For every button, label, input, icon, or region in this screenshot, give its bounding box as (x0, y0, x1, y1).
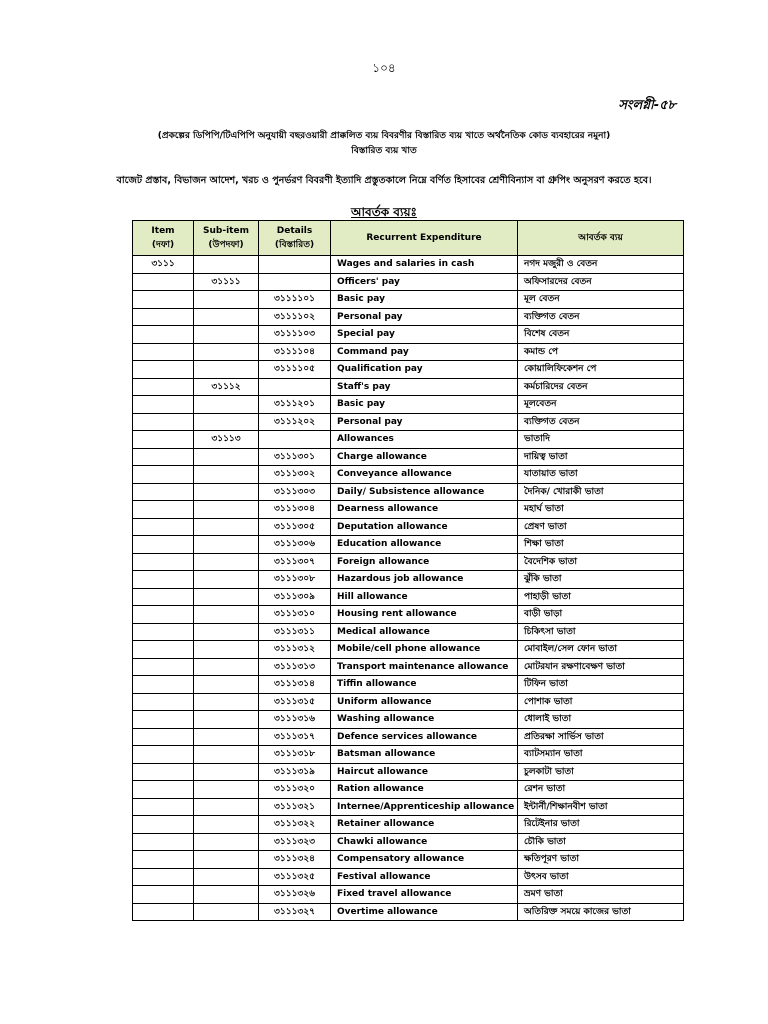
table-row (133, 431, 684, 449)
english-label-cell: Medical allowance (331, 623, 518, 641)
detail-code-cell: ৩১১১৩১০ (259, 606, 331, 624)
english-label-cell: Education allowance (331, 536, 518, 554)
sub-item-code-cell (194, 903, 259, 921)
item-code-cell (133, 448, 194, 466)
bangla-label-cell: অফিসারদের বেতন (518, 273, 684, 291)
english-label-cell: Compensatory allowance (331, 851, 518, 869)
document-subtitle-2: বিস্তারিত ব্যয় খাত (351, 146, 417, 156)
table-row (133, 851, 684, 869)
bangla-label-cell: প্রেষণ ভাতা (518, 518, 684, 536)
item-code-cell (133, 378, 194, 396)
bangla-label-cell: শিক্ষা ভাতা (518, 536, 684, 554)
bangla-label-cell: পোশাক ভাতা (518, 693, 684, 711)
table-row (133, 518, 684, 536)
english-label-cell: Conveyance allowance (331, 466, 518, 484)
bangla-label-cell: ধোলাই ভাতা (518, 711, 684, 729)
bangla-label-cell: অতিরিক্ত সময়ে কাজের ভাতা (518, 903, 684, 921)
bangla-label-cell: চিকিৎসা ভাতা (518, 623, 684, 641)
english-label-cell: Charge allowance (331, 448, 518, 466)
bangla-label-cell: দৈনিক/ খোরাকী ভাতা (518, 483, 684, 501)
item-code-cell (133, 868, 194, 886)
expenditure-table (132, 220, 684, 921)
english-label-cell: Personal pay (331, 413, 518, 431)
table-body (133, 256, 684, 921)
table-row (133, 763, 684, 781)
item-code-cell (133, 623, 194, 641)
header-sub-item-label-bn: (উপদফা) (208, 240, 244, 250)
item-code-cell (133, 361, 194, 379)
english-label-cell: Internee/Apprenticeship allowance (331, 798, 518, 816)
header-sub-item (194, 221, 259, 256)
sub-item-code-cell (194, 343, 259, 361)
bangla-label-cell: উৎসব ভাতা (518, 868, 684, 886)
english-label-cell: Personal pay (331, 308, 518, 326)
table-row (133, 448, 684, 466)
detail-code-cell: ৩১১১৩১৫ (259, 693, 331, 711)
item-code-cell (133, 886, 194, 904)
table-row (133, 378, 684, 396)
bangla-label-cell: দায়িত্ব ভাতা (518, 448, 684, 466)
sub-item-code-cell (194, 501, 259, 519)
detail-code-cell: ৩১১১১০২ (259, 308, 331, 326)
table-row (133, 588, 684, 606)
sub-item-code-cell (194, 641, 259, 659)
sub-item-code-cell (194, 361, 259, 379)
detail-code-cell: ৩১১১৩২০ (259, 781, 331, 799)
table-row (133, 571, 684, 589)
english-label-cell: Allowances (331, 431, 518, 449)
english-label-cell: Retainer allowance (331, 816, 518, 834)
detail-code-cell (259, 256, 331, 274)
table-row (133, 343, 684, 361)
bangla-label-cell: প্রতিরক্ষা সার্ভিস ভাতা (518, 728, 684, 746)
bangla-label-cell: ইন্টার্নী/শিক্ষানবীশ ভাতা (518, 798, 684, 816)
sub-item-code-cell (194, 816, 259, 834)
table-row (133, 658, 684, 676)
detail-code-cell: ৩১১১৩১৭ (259, 728, 331, 746)
bangla-label-cell: টিফিন ভাতা (518, 676, 684, 694)
item-code-cell (133, 518, 194, 536)
item-code-cell (133, 763, 194, 781)
item-code-cell (133, 431, 194, 449)
sub-item-code-cell (194, 291, 259, 309)
item-code-cell (133, 728, 194, 746)
item-code-cell (133, 466, 194, 484)
item-code-cell (133, 746, 194, 764)
bangla-label-cell: ভ্রমণ ভাতা (518, 886, 684, 904)
english-label-cell: Defence services allowance (331, 728, 518, 746)
bangla-label-cell: মহার্ঘ ভাতা (518, 501, 684, 519)
sub-item-code-cell (194, 781, 259, 799)
english-label-cell: Special pay (331, 326, 518, 344)
bangla-label-cell: রিটেইনার ভাতা (518, 816, 684, 834)
sub-item-code-cell (194, 326, 259, 344)
detail-code-cell: ৩১১১৩০২ (259, 466, 331, 484)
bangla-label-cell: বৈদেশিক ভাতা (518, 553, 684, 571)
detail-code-cell: ৩১১১৩১৮ (259, 746, 331, 764)
detail-code-cell: ৩১১১৩০৯ (259, 588, 331, 606)
detail-code-cell: ৩১১১৩১৪ (259, 676, 331, 694)
annex-label: সংলগ্নী-৫৮ (618, 98, 676, 113)
sub-item-code-cell (194, 256, 259, 274)
sub-item-code-cell (194, 413, 259, 431)
english-label-cell: Officers' pay (331, 273, 518, 291)
table-row (133, 396, 684, 414)
item-code-cell (133, 553, 194, 571)
sub-item-code-cell (194, 466, 259, 484)
table-row (133, 728, 684, 746)
page-number: ১০৪ (372, 61, 396, 75)
detail-code-cell: ৩১১১১০১ (259, 291, 331, 309)
table-row (133, 868, 684, 886)
table-row (133, 641, 684, 659)
document-subtitle: (প্রকল্পের ডিপিপি/টিএপিপি অনুযায়ী বছরওয়ারী প্রাক্কলিত ব্যয় বিবরণীর বিস্তারিত ব্যয় খাতে অর্থনৈতিক কোড ব্যবহারের নমুনা) (157, 131, 611, 141)
item-code-cell (133, 536, 194, 554)
table-row (133, 798, 684, 816)
english-label-cell: Foreign allowance (331, 553, 518, 571)
table-row (133, 903, 684, 921)
table-row (133, 553, 684, 571)
english-label-cell: Deputation allowance (331, 518, 518, 536)
bangla-label-cell: কোয়ালিফিকেশন পে (518, 361, 684, 379)
sub-item-code-cell (194, 483, 259, 501)
header-bangla: আবর্তক ব্যয় (518, 221, 684, 256)
bangla-label-cell: রেশন ভাতা (518, 781, 684, 799)
table-row (133, 256, 684, 274)
sub-item-code-cell (194, 676, 259, 694)
table-row (133, 833, 684, 851)
table-row (133, 816, 684, 834)
detail-code-cell: ৩১১১৩২৭ (259, 903, 331, 921)
detail-code-cell: ৩১১১৩১৩ (259, 658, 331, 676)
item-code-cell (133, 501, 194, 519)
english-label-cell: Hazardous job allowance (331, 571, 518, 589)
english-label-cell: Tiffin allowance (331, 676, 518, 694)
sub-item-code-cell: ৩১১১২ (194, 378, 259, 396)
english-label-cell: Housing rent allowance (331, 606, 518, 624)
table-row (133, 606, 684, 624)
detail-code-cell: ৩১১১৩১৬ (259, 711, 331, 729)
bangla-label-cell: পাহাড়ী ভাতা (518, 588, 684, 606)
table-header-row (133, 221, 684, 256)
item-code-cell (133, 658, 194, 676)
item-code-cell (133, 483, 194, 501)
bangla-label-cell: কর্মচারিদের বেতন (518, 378, 684, 396)
table-row (133, 693, 684, 711)
table-row (133, 623, 684, 641)
english-label-cell: Basic pay (331, 291, 518, 309)
english-label-cell: Wages and salaries in cash (331, 256, 518, 274)
sub-item-code-cell (194, 711, 259, 729)
table-row (133, 413, 684, 431)
detail-code-cell: ৩১১১৩২৬ (259, 886, 331, 904)
detail-code-cell: ৩১১১৩২৪ (259, 851, 331, 869)
table-row (133, 676, 684, 694)
detail-code-cell: ৩১১১৩০১ (259, 448, 331, 466)
bangla-label-cell: মোবাইল/সেল ফোন ভাতা (518, 641, 684, 659)
sub-item-code-cell (194, 728, 259, 746)
table-row (133, 361, 684, 379)
detail-code-cell (259, 431, 331, 449)
item-code-cell (133, 798, 194, 816)
detail-code-cell: ৩১১১১০৩ (259, 326, 331, 344)
bangla-label-cell: মোটরযান রক্ষণাবেক্ষণ ভাতা (518, 658, 684, 676)
item-code-cell (133, 343, 194, 361)
sub-item-code-cell (194, 886, 259, 904)
detail-code-cell: ৩১১১৩০৫ (259, 518, 331, 536)
sub-item-code-cell (194, 658, 259, 676)
table-row (133, 466, 684, 484)
table-row (133, 746, 684, 764)
detail-code-cell: ৩১১১৩০৪ (259, 501, 331, 519)
english-label-cell: Daily/ Subsistence allowance (331, 483, 518, 501)
english-label-cell: Hill allowance (331, 588, 518, 606)
instruction-text: বাজেট প্রস্তাব, বিভাজন আদেশ, খরচ ও পুনর্ভরণ বিবরণী ইত্যাদি প্রস্তুতকালে নিম্নে বর্ণিত হিসাবের শ্রেণীবিন্যাস বা গ্রুপিং অনুসরণ করতে হবে। (116, 175, 652, 186)
header-item (133, 221, 194, 256)
detail-code-cell: ৩১১১৩২২ (259, 816, 331, 834)
item-code-cell (133, 816, 194, 834)
bangla-label-cell: বাড়ী ভাড়া (518, 606, 684, 624)
item-code-cell (133, 903, 194, 921)
english-label-cell: Chawki allowance (331, 833, 518, 851)
sub-item-code-cell (194, 553, 259, 571)
detail-code-cell: ৩১১১১০৫ (259, 361, 331, 379)
sub-item-code-cell (194, 798, 259, 816)
item-code-cell (133, 711, 194, 729)
header-sub-item-label: Sub-item (203, 226, 249, 236)
sub-item-code-cell (194, 518, 259, 536)
item-code-cell (133, 588, 194, 606)
english-label-cell: Qualification pay (331, 361, 518, 379)
sub-item-code-cell (194, 308, 259, 326)
table-row (133, 291, 684, 309)
detail-code-cell: ৩১১১৩০৬ (259, 536, 331, 554)
bangla-label-cell: যাতায়াত ভাতা (518, 466, 684, 484)
detail-code-cell: ৩১১১৩০৮ (259, 571, 331, 589)
detail-code-cell: ৩১১১৩২১ (259, 798, 331, 816)
sub-item-code-cell (194, 851, 259, 869)
table-row (133, 886, 684, 904)
detail-code-cell: ৩১১১৩০৭ (259, 553, 331, 571)
english-label-cell: Uniform allowance (331, 693, 518, 711)
bangla-label-cell: ভাতাদি (518, 431, 684, 449)
english-label-cell: Mobile/cell phone allowance (331, 641, 518, 659)
sub-item-code-cell (194, 833, 259, 851)
header-item-label-bn: (দফা) (151, 240, 175, 250)
sub-item-code-cell (194, 746, 259, 764)
table-row (133, 326, 684, 344)
bangla-label-cell: ঝুঁকি ভাতা (518, 571, 684, 589)
english-label-cell: Transport maintenance allowance (331, 658, 518, 676)
sub-item-code-cell (194, 693, 259, 711)
english-label-cell: Festival allowance (331, 868, 518, 886)
english-label-cell: Basic pay (331, 396, 518, 414)
table-row (133, 536, 684, 554)
detail-code-cell: ৩১১১৩০৩ (259, 483, 331, 501)
detail-code-cell: ৩১১১৩২৩ (259, 833, 331, 851)
sub-item-code-cell (194, 606, 259, 624)
item-code-cell (133, 326, 194, 344)
detail-code-cell: ৩১১১৩১১ (259, 623, 331, 641)
header-english: Recurrent Expenditure (331, 221, 518, 256)
bangla-label-cell: মূলবেতন (518, 396, 684, 414)
table-row (133, 308, 684, 326)
table-row (133, 711, 684, 729)
bangla-label-cell: কমান্ড পে (518, 343, 684, 361)
item-code-cell (133, 833, 194, 851)
item-code-cell (133, 308, 194, 326)
english-label-cell: Dearness allowance (331, 501, 518, 519)
header-details-label: Details (276, 226, 313, 236)
sub-item-code-cell (194, 571, 259, 589)
bangla-label-cell: ব্যক্তিগত বেতন (518, 413, 684, 431)
english-label-cell: Batsman allowance (331, 746, 518, 764)
detail-code-cell: ৩১১১২০১ (259, 396, 331, 414)
sub-item-code-cell (194, 623, 259, 641)
bangla-label-cell: চৌকি ভাতা (518, 833, 684, 851)
sub-item-code-cell (194, 448, 259, 466)
sub-item-code-cell (194, 396, 259, 414)
item-code-cell (133, 571, 194, 589)
english-label-cell: Staff's pay (331, 378, 518, 396)
item-code-cell (133, 781, 194, 799)
english-label-cell: Haircut allowance (331, 763, 518, 781)
bangla-label-cell: ব্যাটসম্যান ভাতা (518, 746, 684, 764)
detail-code-cell: ৩১১১১০৪ (259, 343, 331, 361)
bangla-label-cell: ক্ষতিপূরণ ভাতা (518, 851, 684, 869)
header-details-label-bn: (বিস্তারিত) (274, 240, 315, 250)
item-code-cell (133, 413, 194, 431)
item-code-cell: ৩১১১ (133, 256, 194, 274)
table-row (133, 781, 684, 799)
item-code-cell (133, 273, 194, 291)
english-label-cell: Ration allowance (331, 781, 518, 799)
bangla-label-cell: নগদ মজুরী ও বেতন (518, 256, 684, 274)
detail-code-cell (259, 378, 331, 396)
sub-item-code-cell: ৩১১১১ (194, 273, 259, 291)
item-code-cell (133, 851, 194, 869)
item-code-cell (133, 693, 194, 711)
english-label-cell: Overtime allowance (331, 903, 518, 921)
item-code-cell (133, 641, 194, 659)
item-code-cell (133, 606, 194, 624)
item-code-cell (133, 396, 194, 414)
detail-code-cell: ৩১১১২০২ (259, 413, 331, 431)
detail-code-cell: ৩১১১৩২৫ (259, 868, 331, 886)
bangla-label-cell: বিশেষ বেতন (518, 326, 684, 344)
bangla-label-cell: ব্যক্তিগত বেতন (518, 308, 684, 326)
sub-item-code-cell (194, 763, 259, 781)
english-label-cell: Washing allowance (331, 711, 518, 729)
sub-item-code-cell (194, 536, 259, 554)
header-item-label: Item (151, 226, 175, 236)
section-heading: আবর্তক ব্যয়ঃ (351, 205, 417, 219)
bangla-label-cell: চুলকাটা ভাতা (518, 763, 684, 781)
english-label-cell: Fixed travel allowance (331, 886, 518, 904)
sub-item-code-cell (194, 588, 259, 606)
table-row (133, 273, 684, 291)
item-code-cell (133, 676, 194, 694)
detail-code-cell (259, 273, 331, 291)
bangla-label-cell: মূল বেতন (518, 291, 684, 309)
english-label-cell: Command pay (331, 343, 518, 361)
table-row (133, 483, 684, 501)
sub-item-code-cell: ৩১১১৩ (194, 431, 259, 449)
sub-item-code-cell (194, 868, 259, 886)
item-code-cell (133, 291, 194, 309)
header-details (259, 221, 331, 256)
detail-code-cell: ৩১১১৩১৯ (259, 763, 331, 781)
table-row (133, 501, 684, 519)
detail-code-cell: ৩১১১৩১২ (259, 641, 331, 659)
